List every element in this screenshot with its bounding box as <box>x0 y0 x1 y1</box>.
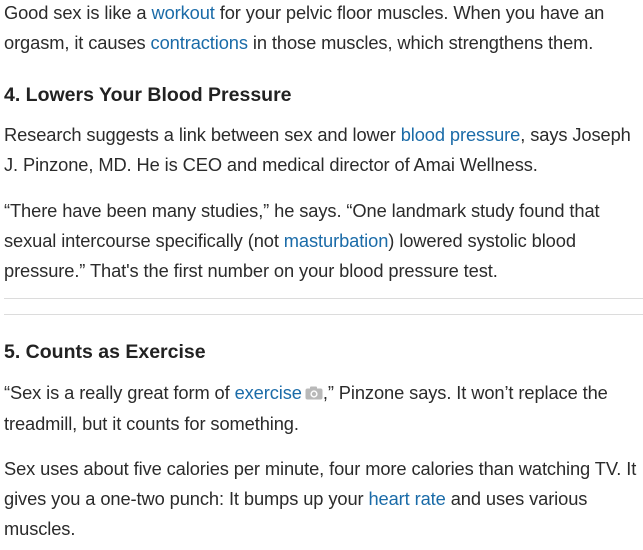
paragraph-text: Sex uses about five calories per minute, four more calories than watching TV. It gives you a one-two punch: It bumps up your <box>4 458 637 509</box>
paragraph-exercise-quote <box>4 378 640 439</box>
paragraph-studies-quote <box>4 196 640 286</box>
link-masturbation[interactable]: masturbation <box>283 230 389 251</box>
link-blood-pressure[interactable]: blood pressure <box>400 124 521 145</box>
link-heart-rate[interactable]: heart rate <box>368 488 446 509</box>
paragraph-research <box>4 120 636 180</box>
link-exercise[interactable]: exercise <box>234 382 302 403</box>
camera-icon[interactable] <box>305 379 323 409</box>
paragraph-text: “There have been many studies,” he says. “One landmark study found that sexual intercourse specifically (not <box>4 200 600 251</box>
paragraph-text: Good sex is like a <box>4 2 152 23</box>
link-contractions[interactable]: contractions <box>150 32 248 53</box>
section-divider-top <box>4 298 643 299</box>
paragraph-text: in those muscles, which strengthens them. <box>247 32 594 53</box>
section-heading-blood-pressure: 4. Lowers Your Blood Pressure <box>4 84 292 106</box>
paragraph-calories <box>4 454 640 544</box>
section-divider-bottom <box>4 314 643 315</box>
paragraph-text: , says Joseph J. Pinzone, MD. He is CEO and medical director of Amai Wellness. <box>4 124 631 175</box>
paragraph-text: and uses various muscles. <box>4 488 588 539</box>
paragraph-text: for your pelvic floor muscles. When you have an orgasm, it causes <box>4 2 605 53</box>
paragraph-text: ) lowered systolic blood pressure.” That's the first number on your blood pressure test. <box>4 230 576 281</box>
paragraph-text: “Sex is a really great form of <box>4 382 235 403</box>
paragraph-text: Research suggests a link between sex and lower <box>4 124 401 145</box>
paragraph-text: ,” Pinzone says. It won’t replace the treadmill, but it counts for something. <box>4 382 608 434</box>
section-heading-exercise: 5. Counts as Exercise <box>4 341 206 363</box>
paragraph-pelvic-floor <box>4 0 636 58</box>
link-workout[interactable]: workout <box>151 2 215 23</box>
